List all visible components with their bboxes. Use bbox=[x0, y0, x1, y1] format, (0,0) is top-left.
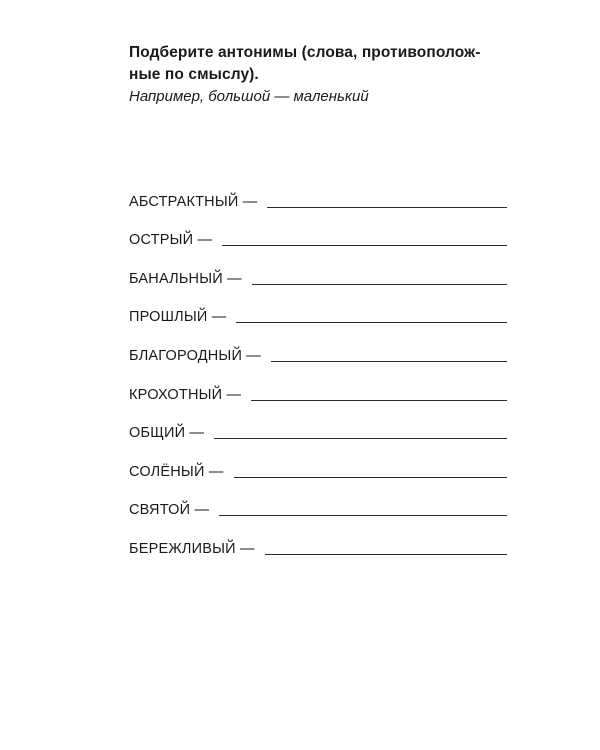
word-row bbox=[129, 288, 507, 327]
word-row bbox=[129, 519, 507, 558]
answer-line[interactable] bbox=[251, 386, 507, 401]
word-label: СОЛЁНЫЙ — bbox=[129, 463, 224, 480]
task-title-line-1: Подберите антонимы (слова, противополож- bbox=[129, 44, 481, 61]
task-example: Например, большой — маленький bbox=[129, 88, 369, 105]
word-label: ОСТРЫЙ — bbox=[129, 232, 213, 249]
word-row bbox=[129, 442, 507, 481]
word-label: БАНАЛЬНЫЙ — bbox=[129, 270, 242, 287]
task-title-line-2: ные по смыслу). bbox=[129, 66, 259, 83]
answer-line[interactable] bbox=[219, 501, 507, 516]
task-instructions bbox=[129, 42, 529, 107]
word-label: КРОХОТНЫЙ — bbox=[129, 386, 242, 403]
answer-line[interactable] bbox=[214, 424, 507, 439]
answer-line[interactable] bbox=[267, 193, 507, 208]
word-row bbox=[129, 172, 507, 211]
word-row bbox=[129, 211, 507, 250]
answer-line[interactable] bbox=[252, 270, 507, 285]
word-label: ПРОШЛЫЙ — bbox=[129, 309, 227, 326]
answer-line[interactable] bbox=[222, 231, 507, 246]
word-label: ОБЩИЙ — bbox=[129, 425, 205, 442]
word-row bbox=[129, 365, 507, 404]
word-label: СВЯТОЙ — bbox=[129, 502, 210, 519]
word-row bbox=[129, 481, 507, 520]
word-row bbox=[129, 326, 507, 365]
answer-line[interactable] bbox=[265, 540, 507, 555]
word-label: БЛАГОРОДНЫЙ — bbox=[129, 347, 262, 364]
task-title bbox=[129, 42, 529, 86]
answer-line[interactable] bbox=[236, 308, 507, 323]
word-row bbox=[129, 249, 507, 288]
answer-line[interactable] bbox=[234, 463, 507, 478]
word-label: БЕРЕЖЛИВЫЙ — bbox=[129, 540, 255, 557]
word-label: АБСТРАКТНЫЙ — bbox=[129, 193, 258, 210]
antonym-list bbox=[129, 172, 507, 558]
word-row bbox=[129, 404, 507, 443]
answer-line[interactable] bbox=[271, 347, 507, 362]
